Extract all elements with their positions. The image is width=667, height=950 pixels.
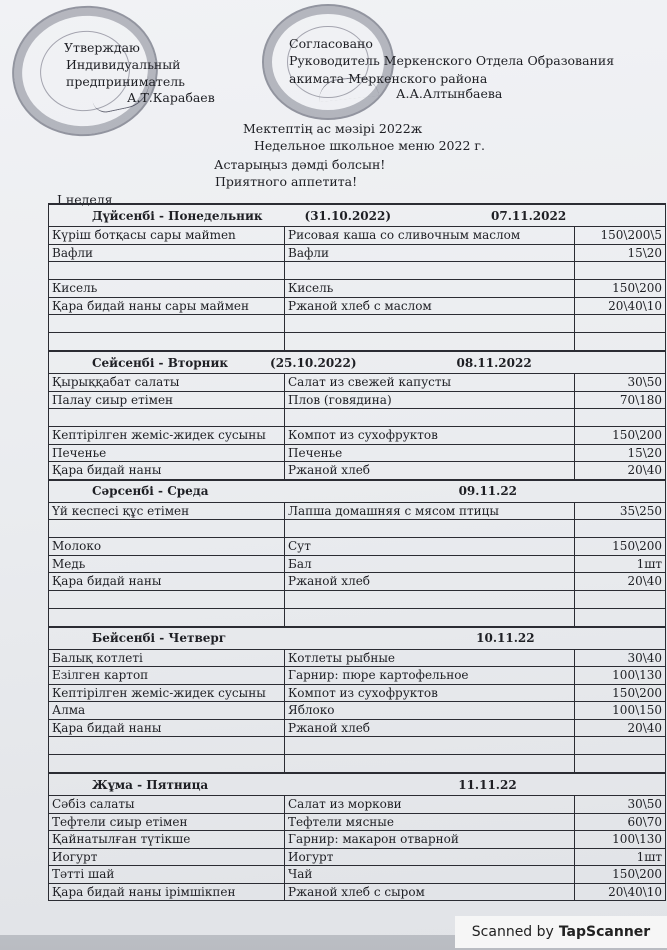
portion-qty: 100\130 xyxy=(575,667,666,685)
dish-name-kz: Тәтті шай xyxy=(49,866,285,884)
dish-name-kz: Иогурт xyxy=(49,848,285,866)
dish-name-ru: Ржаной хлеб xyxy=(285,573,575,591)
week-label: I неделя xyxy=(57,192,113,207)
table-row xyxy=(49,737,666,755)
menu-table xyxy=(48,203,666,901)
dish-name-ru: Кисель xyxy=(285,280,575,298)
dish-name-kz: Кептірілген жеміс-жидек сусыны xyxy=(49,684,285,702)
dish-name-ru xyxy=(285,409,575,427)
portion-qty: 15\20 xyxy=(575,444,666,462)
day-header-cell xyxy=(49,351,666,374)
portion-qty: 150\200\5 xyxy=(575,227,666,245)
portion-qty: 70\180 xyxy=(575,391,666,409)
table-row xyxy=(49,227,666,245)
dish-name-ru: Компот из сухофруктов xyxy=(285,427,575,445)
day-header-row-wednesday xyxy=(49,480,666,503)
dish-name-ru: Ржаной хлеб с сыром xyxy=(285,883,575,901)
portion-qty xyxy=(575,262,666,280)
table-row xyxy=(49,866,666,884)
table-row xyxy=(49,333,666,352)
dish-name-kz: Қара бидай наны xyxy=(49,719,285,737)
table-row xyxy=(49,590,666,608)
portion-qty xyxy=(575,590,666,608)
portion-qty: 20\40\10 xyxy=(575,297,666,315)
dish-name-ru: Ржаной хлеб xyxy=(285,719,575,737)
table-row xyxy=(49,297,666,315)
portion-qty: 1шт xyxy=(575,555,666,573)
dish-name-kz xyxy=(49,333,285,352)
agree-line1: Согласовано xyxy=(289,36,373,51)
portion-qty xyxy=(575,333,666,352)
portion-qty: 20\40 xyxy=(575,719,666,737)
watermark-prefix: Scanned by xyxy=(471,924,554,940)
dish-name-kz: Езілген картоп xyxy=(49,667,285,685)
agree-line2: Руководитель Меркенского Отдела Образования xyxy=(289,53,615,68)
table-row xyxy=(49,573,666,591)
dish-name-kz xyxy=(49,590,285,608)
day-header-row-tuesday xyxy=(49,351,666,374)
table-row xyxy=(49,608,666,627)
dish-name-ru: Иогурт xyxy=(285,848,575,866)
dish-name-ru: Компот из сухофруктов xyxy=(285,684,575,702)
dish-name-ru xyxy=(285,755,575,774)
day-header-row-friday xyxy=(49,773,666,796)
title-ru: Недельное школьное меню 2022 г. xyxy=(254,138,485,153)
dish-name-kz: Тефтели сиыр етімен xyxy=(49,813,285,831)
day-name: Бейсенбі - Четверг xyxy=(92,631,227,645)
table-row xyxy=(49,831,666,849)
dish-name-kz: Кисель xyxy=(49,280,285,298)
dish-name-kz: Алма xyxy=(49,702,285,720)
dish-name-kz: Қайнатылған түтікше xyxy=(49,831,285,849)
dish-name-kz xyxy=(49,262,285,280)
dish-name-ru: Вафли xyxy=(285,244,575,262)
dish-name-kz xyxy=(49,520,285,538)
table-row xyxy=(49,374,666,392)
dish-name-kz xyxy=(49,608,285,627)
day-date-previous: (31.10.2022) xyxy=(304,208,392,223)
table-row xyxy=(49,538,666,556)
dish-name-kz: Печенье xyxy=(49,444,285,462)
dish-name-ru: Чай xyxy=(285,866,575,884)
dish-name-ru: Лапша домашняя с мясом птицы xyxy=(285,502,575,520)
dish-name-kz xyxy=(49,737,285,755)
dish-name-kz: Молоко xyxy=(49,538,285,556)
portion-qty xyxy=(575,409,666,427)
table-row xyxy=(49,520,666,538)
portion-qty xyxy=(575,315,666,333)
approve-line1: Утверждаю xyxy=(64,40,140,55)
portion-qty xyxy=(575,737,666,755)
table-row xyxy=(49,244,666,262)
dish-name-kz: Күріш ботқасы сары майmen xyxy=(49,227,285,245)
table-row xyxy=(49,315,666,333)
portion-qty: 20\40\10 xyxy=(575,883,666,901)
day-header-cell xyxy=(49,480,666,503)
dish-name-ru: Ржаной хлеб с маслом xyxy=(285,297,575,315)
day-name: Жұма - Пятница xyxy=(92,777,209,792)
dish-name-kz: Кептірілген жеміс-жидек сусыны xyxy=(49,427,285,445)
scanner-watermark xyxy=(455,916,667,948)
portion-qty xyxy=(575,755,666,774)
table-row xyxy=(49,555,666,573)
table-row xyxy=(49,796,666,814)
dish-name-ru: Салат из свежей капусты xyxy=(285,374,575,392)
table-row xyxy=(49,280,666,298)
menu-table-body xyxy=(49,204,666,901)
portion-qty: 30\50 xyxy=(575,374,666,392)
dish-name-ru: Гарнир: макарон отварной xyxy=(285,831,575,849)
stamp-seal-left xyxy=(4,0,167,146)
day-name: Дүйсенбі - Понедельник xyxy=(92,208,263,223)
dish-name-ru: Плов (говядина) xyxy=(285,391,575,409)
portion-qty: 60\70 xyxy=(575,813,666,831)
table-row xyxy=(49,409,666,427)
day-date: 07.11.2022 xyxy=(491,208,567,223)
table-row xyxy=(49,848,666,866)
dish-name-ru xyxy=(285,333,575,352)
dish-name-ru xyxy=(285,315,575,333)
portion-qty: 150\200 xyxy=(575,538,666,556)
agree-name: А.А.Алтынбаева xyxy=(396,86,503,101)
portion-qty: 100\130 xyxy=(575,831,666,849)
wish-kz: Астарыңыз дәмді болсын! xyxy=(214,157,386,172)
table-row xyxy=(49,667,666,685)
dish-name-ru: Рисовая каша со сливочным маслом xyxy=(285,227,575,245)
day-name: Сәрсенбі - Среда xyxy=(92,484,209,498)
dish-name-ru: Сут xyxy=(285,538,575,556)
approve-name: А.Т.Карабаев xyxy=(127,90,215,105)
dish-name-kz xyxy=(49,409,285,427)
dish-name-kz: Қара бидай наны ірімшікпен xyxy=(49,883,285,901)
portion-qty: 30\50 xyxy=(575,796,666,814)
dish-name-kz xyxy=(49,755,285,774)
portion-qty: 30\40 xyxy=(575,649,666,667)
dish-name-ru: Ржаной хлеб xyxy=(285,462,575,480)
portion-qty: 150\200 xyxy=(575,427,666,445)
dish-name-kz: Қара бидай наны сары маймен xyxy=(49,297,285,315)
dish-name-kz: Вафли xyxy=(49,244,285,262)
dish-name-kz: Қара бидай наны xyxy=(49,573,285,591)
day-header-cell xyxy=(49,204,666,227)
approve-line3: предприниматель xyxy=(66,74,185,89)
dish-name-kz: Үй кеспесі құс етімен xyxy=(49,502,285,520)
table-row xyxy=(49,462,666,480)
day-date: 09.11.22 xyxy=(458,484,518,498)
portion-qty: 1шт xyxy=(575,848,666,866)
approve-line2: Индивидуальный xyxy=(66,57,181,72)
dish-name-kz: Қара бидай наны xyxy=(49,462,285,480)
title-kz: Мектептің ас мәзірі 2022ж xyxy=(243,121,423,136)
portion-qty: 150\200 xyxy=(575,866,666,884)
table-row xyxy=(49,391,666,409)
day-date: 10.11.22 xyxy=(476,631,535,645)
dish-name-ru: Котлеты рыбные xyxy=(285,649,575,667)
table-row xyxy=(49,702,666,720)
portion-qty: 150\200 xyxy=(575,280,666,298)
portion-qty xyxy=(575,520,666,538)
watermark-brand: TapScanner xyxy=(558,924,651,940)
dish-name-ru xyxy=(285,590,575,608)
table-row xyxy=(49,444,666,462)
agree-line3: акимата Меркенского района xyxy=(289,71,488,86)
day-header-row-thursday xyxy=(49,627,666,650)
portion-qty xyxy=(575,608,666,627)
table-row xyxy=(49,755,666,774)
table-row xyxy=(49,427,666,445)
dish-name-kz: Палау сиыр етімен xyxy=(49,391,285,409)
dish-name-ru xyxy=(285,262,575,280)
dish-name-ru: Яблоко xyxy=(285,702,575,720)
dish-name-kz xyxy=(49,315,285,333)
day-name: Сейсенбі - Вторник xyxy=(92,355,229,370)
table-row xyxy=(49,883,666,901)
dish-name-ru: Гарнир: пюре картофельное xyxy=(285,667,575,685)
table-row xyxy=(49,502,666,520)
dish-name-ru: Салат из моркови xyxy=(285,796,575,814)
table-row xyxy=(49,719,666,737)
dish-name-ru xyxy=(285,520,575,538)
day-date: 08.11.2022 xyxy=(456,355,532,370)
dish-name-ru xyxy=(285,737,575,755)
dish-name-kz: Балық котлеті xyxy=(49,649,285,667)
portion-qty: 35\250 xyxy=(575,502,666,520)
table-row xyxy=(49,813,666,831)
table-row xyxy=(49,649,666,667)
day-header-cell xyxy=(49,627,666,650)
dish-name-kz: Медь xyxy=(49,555,285,573)
table-row xyxy=(49,262,666,280)
dish-name-ru xyxy=(285,608,575,627)
dish-name-kz: Қырыққабат салаты xyxy=(49,374,285,392)
day-header-row-monday xyxy=(49,204,666,227)
wish-ru: Приятного аппетита! xyxy=(215,174,358,189)
day-date: 11.11.22 xyxy=(458,777,517,792)
day-header-cell xyxy=(49,773,666,796)
dish-name-ru: Тефтели мясные xyxy=(285,813,575,831)
portion-qty: 20\40 xyxy=(575,462,666,480)
table-row xyxy=(49,684,666,702)
dish-name-ru: Бал xyxy=(285,555,575,573)
portion-qty: 150\200 xyxy=(575,684,666,702)
day-date-previous: (25.10.2022) xyxy=(270,355,357,370)
portion-qty: 100\150 xyxy=(575,702,666,720)
portion-qty: 15\20 xyxy=(575,244,666,262)
dish-name-kz: Сәбіз салаты xyxy=(49,796,285,814)
portion-qty: 20\40 xyxy=(575,573,666,591)
dish-name-ru: Печенье xyxy=(285,444,575,462)
